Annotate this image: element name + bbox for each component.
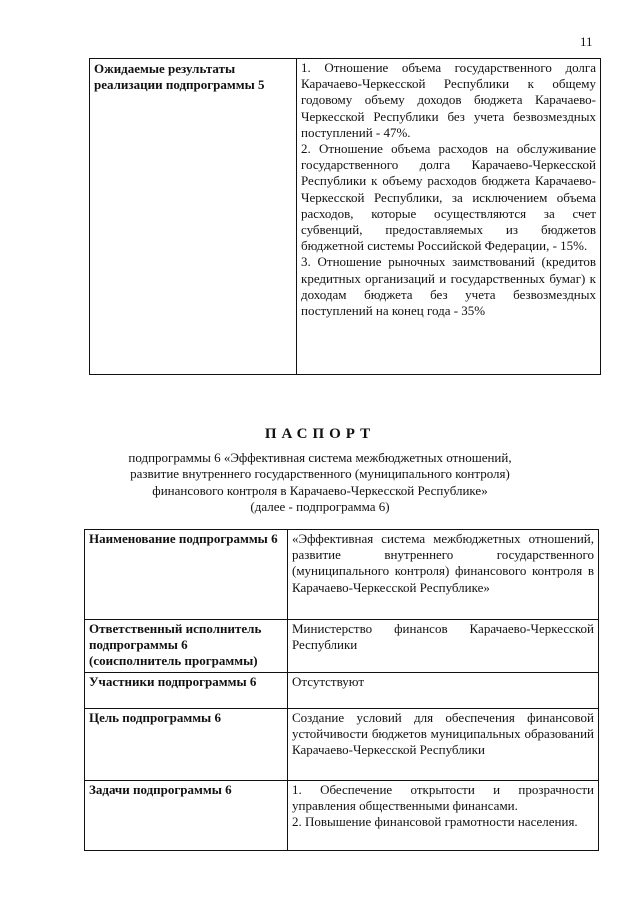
table-row xyxy=(90,59,601,375)
subtitle-line: развитие внутреннего государственного (муниципального контроля) xyxy=(130,466,510,482)
result-item-3: 3. Отношение рыночных заимствований (кредитов кредитных организаций и государственных бумаг) к доходам бюджета без учета безвозмездных поступлений на конец года - 35% xyxy=(301,254,596,319)
cell-text: 2. Повышение финансовой грамотности населения. xyxy=(292,814,578,830)
row-value xyxy=(288,780,599,850)
subprogram-6-passport-table xyxy=(84,529,599,851)
result-item-1: 1. Отношение объема государственного долга Карачаево-Черкесской Республики к общему годовому объему доходов бюджета Карачаево-Черкесской Республики без учета безвозмездных поступлений - 47%. xyxy=(301,60,596,140)
table-row xyxy=(85,708,599,780)
passport-subtitle xyxy=(60,450,580,515)
row-label: Ожидаемые результаты реализации подпрограммы 5 xyxy=(90,59,297,375)
page-number: 11 xyxy=(580,34,593,49)
subprogram-5-results-table xyxy=(89,58,601,375)
row-value xyxy=(288,672,599,708)
table-row xyxy=(85,620,599,673)
cell-text: Министерство финансов Карачаево-Черкесской Республики xyxy=(292,621,594,653)
row-label: Задачи подпрограммы 6 xyxy=(85,780,288,850)
row-label: Участники подпрограммы 6 xyxy=(85,672,288,708)
row-label: Цель подпрограммы 6 xyxy=(85,708,288,780)
row-value xyxy=(288,620,599,673)
cell-text: 1. Обеспечение открытости и прозрачности управления общественными финансами. xyxy=(292,781,594,813)
row-value xyxy=(297,59,601,375)
passport-title: ПАСПОРТ xyxy=(264,426,376,442)
table-row xyxy=(85,780,599,850)
row-label: Ответственный исполнитель подпрограммы 6 (соисполнитель программы) xyxy=(85,620,288,673)
subtitle-line: финансового контроля в Карачаево-Черкесской Республике» xyxy=(152,482,488,498)
subtitle-line: подпрограммы 6 «Эффективная система межбюджетных отношений, xyxy=(128,450,512,465)
cell-text: Отсутствуют xyxy=(292,673,365,689)
subtitle-line: (далее - подпрограмма 6) xyxy=(250,498,390,514)
row-label: Наименование подпрограммы 6 xyxy=(85,530,288,620)
cell-text: Создание условий для обеспечения финансовой устойчивости бюджетов муниципальных образований Карачаево-Черкесской Республики xyxy=(292,709,594,758)
row-value xyxy=(288,530,599,620)
table-row xyxy=(85,530,599,620)
row-value xyxy=(288,708,599,780)
table-row xyxy=(85,672,599,708)
cell-text: «Эффективная система межбюджетных отношений, развитие внутреннего государственного (муниципального контроля) финансового контроля в Карачаево-Черкесской Республике» xyxy=(292,531,594,595)
result-item-2: 2. Отношение объема расходов на обслуживание государственного долга Карачаево-Черкесской Республики к объему расходов бюджета Карачаево-Черкесской Республики, за исключением объема расходов, которые осуществляются за счет субвенций, предоставляемых из бюджетов бюджетной системы Российской Федерации, - 15%. xyxy=(301,141,596,254)
